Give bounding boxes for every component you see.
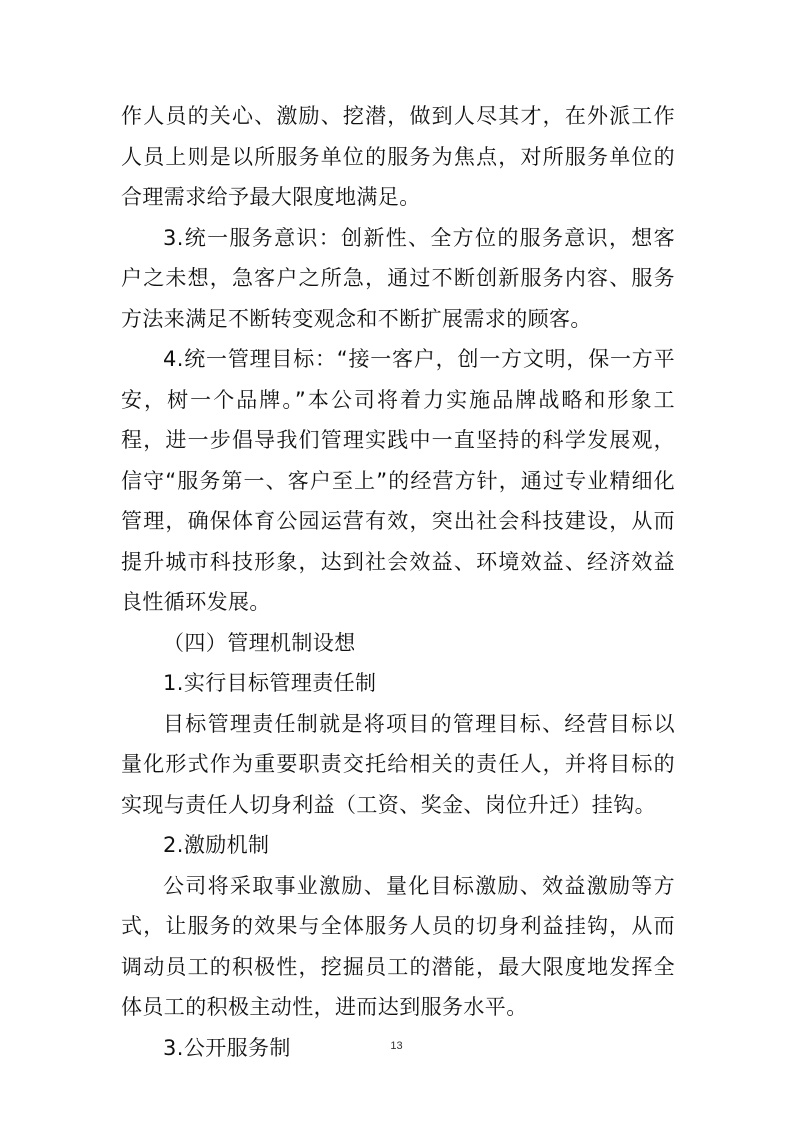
paragraph-incentive-mechanism: 公司将采取事业激励、量化目标激励、效益激励等方式，让服务的效果与全体服务人员的切身利益挂钩，从而调动员工的积极性，挖掘员工的潜能，最大限度地发挥全体员工的积极主动性，进而达到服务水平。: [121, 873, 675, 1019]
paragraph-service-awareness: 3.统一服务意识：创新性、全方位的服务意识，想客户之未想，急客户之所急，通过不断创新服务内容、服务方法来满足不断转变观念和不断扩展需求的顾客。: [121, 225, 675, 331]
subheading-target-responsibility: 1.实行目标管理责任制: [163, 671, 377, 695]
paragraph-target-responsibility: 目标管理责任制就是将项目的管理目标、经营目标以量化形式作为重要职责交托给相关的责任人，并将目标的实现与责任人切身利益（工资、奖金、岗位升迁）挂钩。: [121, 711, 675, 817]
paragraph-management-goal: 4.统一管理目标：“接一客户，创一方文明，保一方平安，树一个品牌。”本公司将着力实施品牌战略和形象工程，进一步倡导我们管理实践中一直坚持的科学发展观，信守“服务第一、客户至上”的经营方针，通过专业精细化管理，确保体育公园运营有效，突出社会科技建设，从而提升城市科技形象，达到社会效益、环境效益、经济效益良性循环发展。: [121, 347, 675, 614]
subheading-incentive-mechanism: 2.激励机制: [163, 833, 270, 857]
subheading-public-service: 3.公开服务制: [163, 1035, 291, 1060]
section-heading-management-mechanism: （四）管理机制设想: [163, 630, 356, 655]
paragraph-continuation: 作人员的关心、激励、挖潜，做到人尽其才，在外派工作人员上则是以所服务单位的服务为焦点，对所服务单位的合理需求给予最大限度地满足。: [121, 104, 675, 209]
page-number: 13: [390, 1040, 403, 1052]
document-body: [121, 96, 675, 1068]
